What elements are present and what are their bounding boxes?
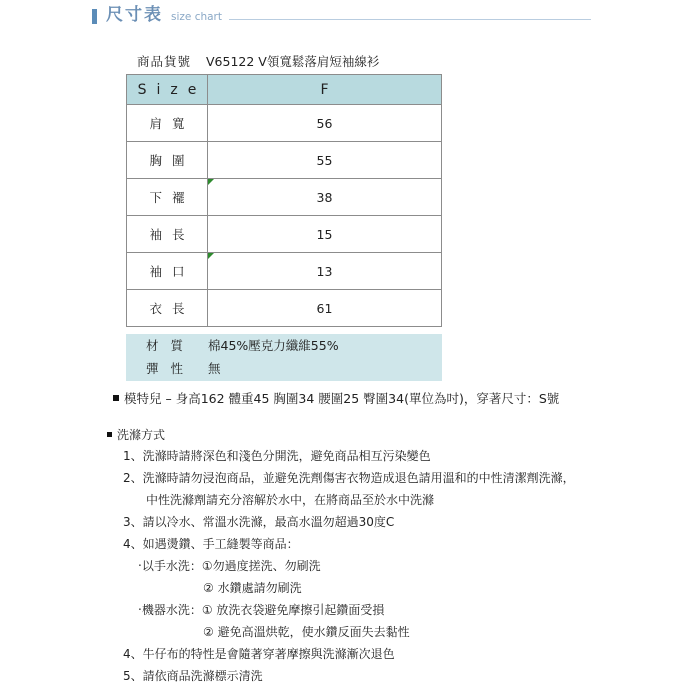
measurement-value [208, 253, 442, 290]
section-title: 尺寸表 [106, 5, 163, 25]
measurement-label: 袖口 [127, 253, 208, 290]
size-column-header: Size [127, 75, 208, 105]
wash-instruction-line: ② 避免高溫烘乾，使水鑽反面失去黏性 [203, 625, 410, 639]
material-label: 材質 [146, 338, 196, 353]
table-row [127, 105, 442, 142]
bullet-square-icon [107, 432, 112, 437]
measurement-value: 56 [208, 105, 442, 142]
table-row [127, 216, 442, 253]
elasticity-row [126, 360, 442, 378]
wash-instruction-line: ‧以手水洗：①勿過度搓洗、勿刷洗 [138, 559, 321, 573]
measurement-label: 下襬 [127, 179, 208, 216]
wash-title [107, 426, 165, 444]
wash-instruction-line: ② 水鑽處請勿刷洗 [203, 581, 302, 595]
section-subtitle: size chart [171, 11, 222, 23]
table-row [127, 179, 442, 216]
material-value: 棉45%壓克力纖維55% [208, 338, 339, 353]
measurement-value-text: 13 [316, 263, 333, 279]
measurement-value [208, 179, 442, 216]
section-header [0, 0, 694, 40]
wash-instruction-line: 中性洗滌劑請充分溶解於水中，在將商品至於水中洗滌 [146, 493, 435, 507]
measurement-value: 61 [208, 290, 442, 327]
measurement-label: 肩寬 [127, 105, 208, 142]
measurement-value-text: 38 [316, 189, 333, 205]
header-divider [229, 19, 591, 20]
wash-instruction-line: 5、請依商品洗滌標示清洗 [123, 669, 263, 683]
model-info-text: 模特兒 – 身高162 體重45 胸圍34 腰圍25 臀圍34(單位為吋)，穿著尺寸：S號 [124, 391, 560, 406]
measurement-value: 15 [208, 216, 442, 253]
wash-instruction-line: ‧機器水洗：① 放洗衣袋避免摩擦引起鑽面受損 [138, 603, 385, 617]
wash-title-text: 洗滌方式 [117, 428, 166, 442]
measurement-label: 袖長 [127, 216, 208, 253]
product-code-label: 商品貨號 [137, 54, 192, 69]
measurement-value: 55 [208, 142, 442, 179]
elasticity-value: 無 [208, 361, 221, 376]
header-accent-bar [92, 9, 97, 24]
wash-instruction-line: 2、洗滌時請勿浸泡商品，並避免洗劑傷害衣物造成退色請用溫和的中性清潔劑洗滌， [123, 471, 575, 485]
size-f-column-header: F [208, 75, 442, 105]
model-info [113, 390, 559, 408]
wash-instruction-line: 4、如遇燙鑽、手工縫製等商品： [123, 537, 299, 551]
size-table-header [127, 75, 442, 105]
wash-instruction-line: 1、洗滌時請將深色和淺色分開洗，避免商品相互污染變色 [123, 449, 431, 463]
measurement-label: 胸圍 [127, 142, 208, 179]
material-box [126, 334, 442, 381]
cell-comment-marker [208, 179, 214, 185]
cell-comment-marker [208, 253, 214, 259]
table-row [127, 290, 442, 327]
material-row [126, 337, 442, 355]
size-table [126, 74, 442, 327]
elasticity-label: 彈性 [146, 361, 196, 376]
measurement-label: 衣長 [127, 290, 208, 327]
product-code-value: V65122 V領寬鬆落肩短袖線衫 [206, 54, 380, 69]
wash-instruction-line: 3、請以冷水、常溫水洗滌，最高水溫勿超過30度C [123, 515, 395, 529]
product-code-line [137, 53, 379, 71]
wash-instruction-line: 4、牛仔布的特性是會隨著穿著摩擦與洗滌漸次退色 [123, 647, 395, 661]
table-row [127, 142, 442, 179]
table-row [127, 253, 442, 290]
bullet-square-icon [113, 395, 119, 401]
